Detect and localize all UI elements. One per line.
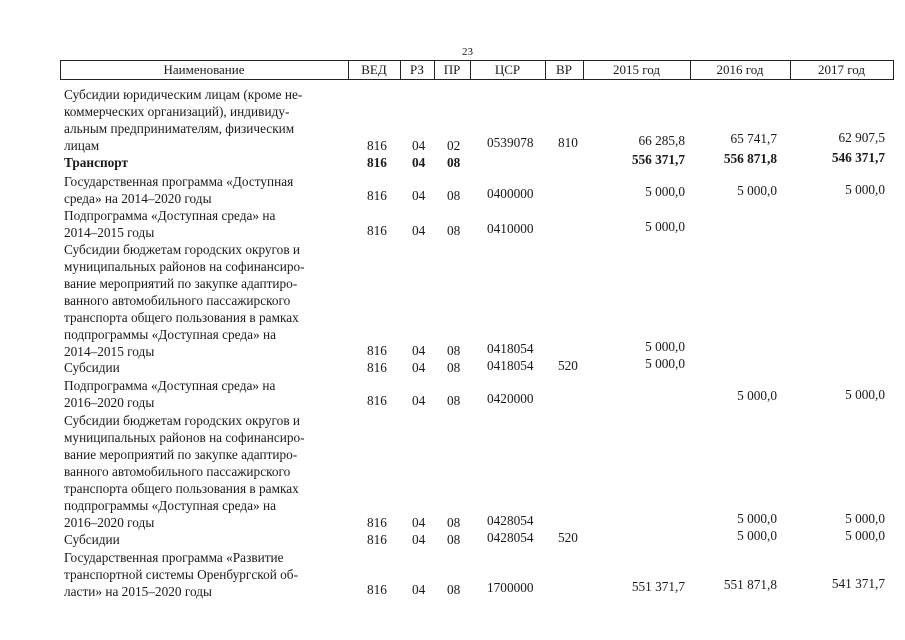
header-2016: 2016 год <box>716 62 764 77</box>
row-name: Транспорт <box>64 155 129 170</box>
row-2015: 5 000,0 <box>645 356 685 371</box>
row-rz: 04 <box>412 343 426 358</box>
row-vr: 520 <box>558 530 578 545</box>
row-rz: 04 <box>412 515 426 530</box>
row-rz: 04 <box>412 532 426 547</box>
row-ved: 816 <box>367 582 387 597</box>
row-csr: 0420000 <box>487 391 534 406</box>
row-2017: 5 000,0 <box>845 528 885 543</box>
row-csr: 0418054 <box>487 341 534 356</box>
row-pr: 08 <box>447 188 461 203</box>
row-pr: 08 <box>447 582 461 597</box>
row-csr: 0428054 <box>487 530 534 545</box>
row-2015: 551 371,7 <box>631 579 685 594</box>
row-ved: 816 <box>367 138 387 153</box>
row-2015: 5 000,0 <box>645 184 685 199</box>
row-2017: 62 907,5 <box>838 130 885 145</box>
row-name: Государственная программа «Доступная среда» на 2014–2020 годы <box>64 174 294 206</box>
header-csr: ЦСР <box>494 62 521 77</box>
row-name: Субсидии <box>64 532 120 547</box>
row-ved: 816 <box>367 188 387 203</box>
row-2017: 546 371,7 <box>831 150 885 165</box>
row-2016: 5 000,0 <box>737 183 777 198</box>
row-2015: 66 285,8 <box>638 133 685 148</box>
row-2015: 5 000,0 <box>645 219 685 234</box>
row-name: Подпрограмма «Доступная среда» на 2014–2015 годы <box>64 208 276 240</box>
row-rz: 04 <box>412 223 426 238</box>
row-2017: 5 000,0 <box>845 387 885 402</box>
row-csr: 0410000 <box>487 221 534 236</box>
row-2016: 5 000,0 <box>737 388 777 403</box>
row-name: Субсидии юридическим лицам (кроме не- коммерческих организаций), индивиду- альным предпринимателям, физическим лицам <box>64 87 303 153</box>
row-2016: 551 871,8 <box>723 577 777 592</box>
row-2017: 5 000,0 <box>845 182 885 197</box>
row-pr: 08 <box>447 532 461 547</box>
row-pr: 08 <box>447 155 461 170</box>
row-name: Субсидии бюджетам городских округов и муниципальных районов на софинансиро- вание мероприятий по закупке адаптиро- ванного автомобильного пассажирского транспорта общего пользования в рамках подпрограммы «Доступная среда» на 2014–2015 годы <box>64 242 305 359</box>
header-pr: ПР <box>443 62 461 77</box>
row-vr: 520 <box>558 358 578 373</box>
row-2016: 556 871,8 <box>723 151 777 166</box>
row-rz: 04 <box>412 155 426 170</box>
row-ved: 816 <box>367 515 387 530</box>
header-ved: ВЕД <box>361 62 387 77</box>
row-ved: 816 <box>367 393 387 408</box>
row-name: Подпрограмма «Доступная среда» на 2016–2020 годы <box>64 378 276 410</box>
row-ved: 816 <box>367 343 387 358</box>
row-name: Субсидии бюджетам городских округов и муниципальных районов на софинансиро- вание мероприятий по закупке адаптиро- ванного автомобильного пассажирского транспорта общего пользования в рамках подпрограммы «Доступная среда» на 2016–2020 годы <box>64 413 305 530</box>
row-vr: 810 <box>558 135 578 150</box>
row-ved: 816 <box>367 532 387 547</box>
row-rz: 04 <box>412 360 426 375</box>
row-2015: 556 371,7 <box>631 152 685 167</box>
row-csr: 0539078 <box>487 135 534 150</box>
row-pr: 08 <box>447 223 461 238</box>
header-2017: 2017 год <box>818 62 865 77</box>
row-pr: 02 <box>447 138 461 153</box>
row-2016: 65 741,7 <box>730 131 777 146</box>
row-name: Субсидии <box>64 360 120 375</box>
row-ved: 816 <box>367 360 387 375</box>
row-rz: 04 <box>412 393 426 408</box>
row-rz: 04 <box>412 188 426 203</box>
header-rz: РЗ <box>410 62 424 77</box>
row-2016: 5 000,0 <box>737 511 777 526</box>
row-csr: 0400000 <box>487 186 534 201</box>
row-rz: 04 <box>412 138 426 153</box>
row-csr: 0428054 <box>487 513 534 528</box>
row-rz: 04 <box>412 582 426 597</box>
header-2015: 2015 год <box>613 62 660 77</box>
row-2017: 541 371,7 <box>831 576 885 591</box>
row-2015: 5 000,0 <box>645 339 685 354</box>
row-csr: 0418054 <box>487 358 534 373</box>
row-name: Государственная программа «Развитие транспортной системы Оренбургской об- ласти» на 2015–2020 годы <box>64 550 298 599</box>
row-2017: 5 000,0 <box>845 511 885 526</box>
row-pr: 08 <box>447 393 461 408</box>
header-name: Наименование <box>163 62 245 77</box>
header-vr: ВР <box>556 62 572 77</box>
row-2016: 5 000,0 <box>737 528 777 543</box>
row-csr: 1700000 <box>487 580 534 595</box>
row-ved: 816 <box>367 155 387 170</box>
row-pr: 08 <box>447 515 461 530</box>
row-ved: 816 <box>367 223 387 238</box>
row-pr: 08 <box>447 343 461 358</box>
row-pr: 08 <box>447 360 461 375</box>
page-number: 23 <box>462 46 473 58</box>
